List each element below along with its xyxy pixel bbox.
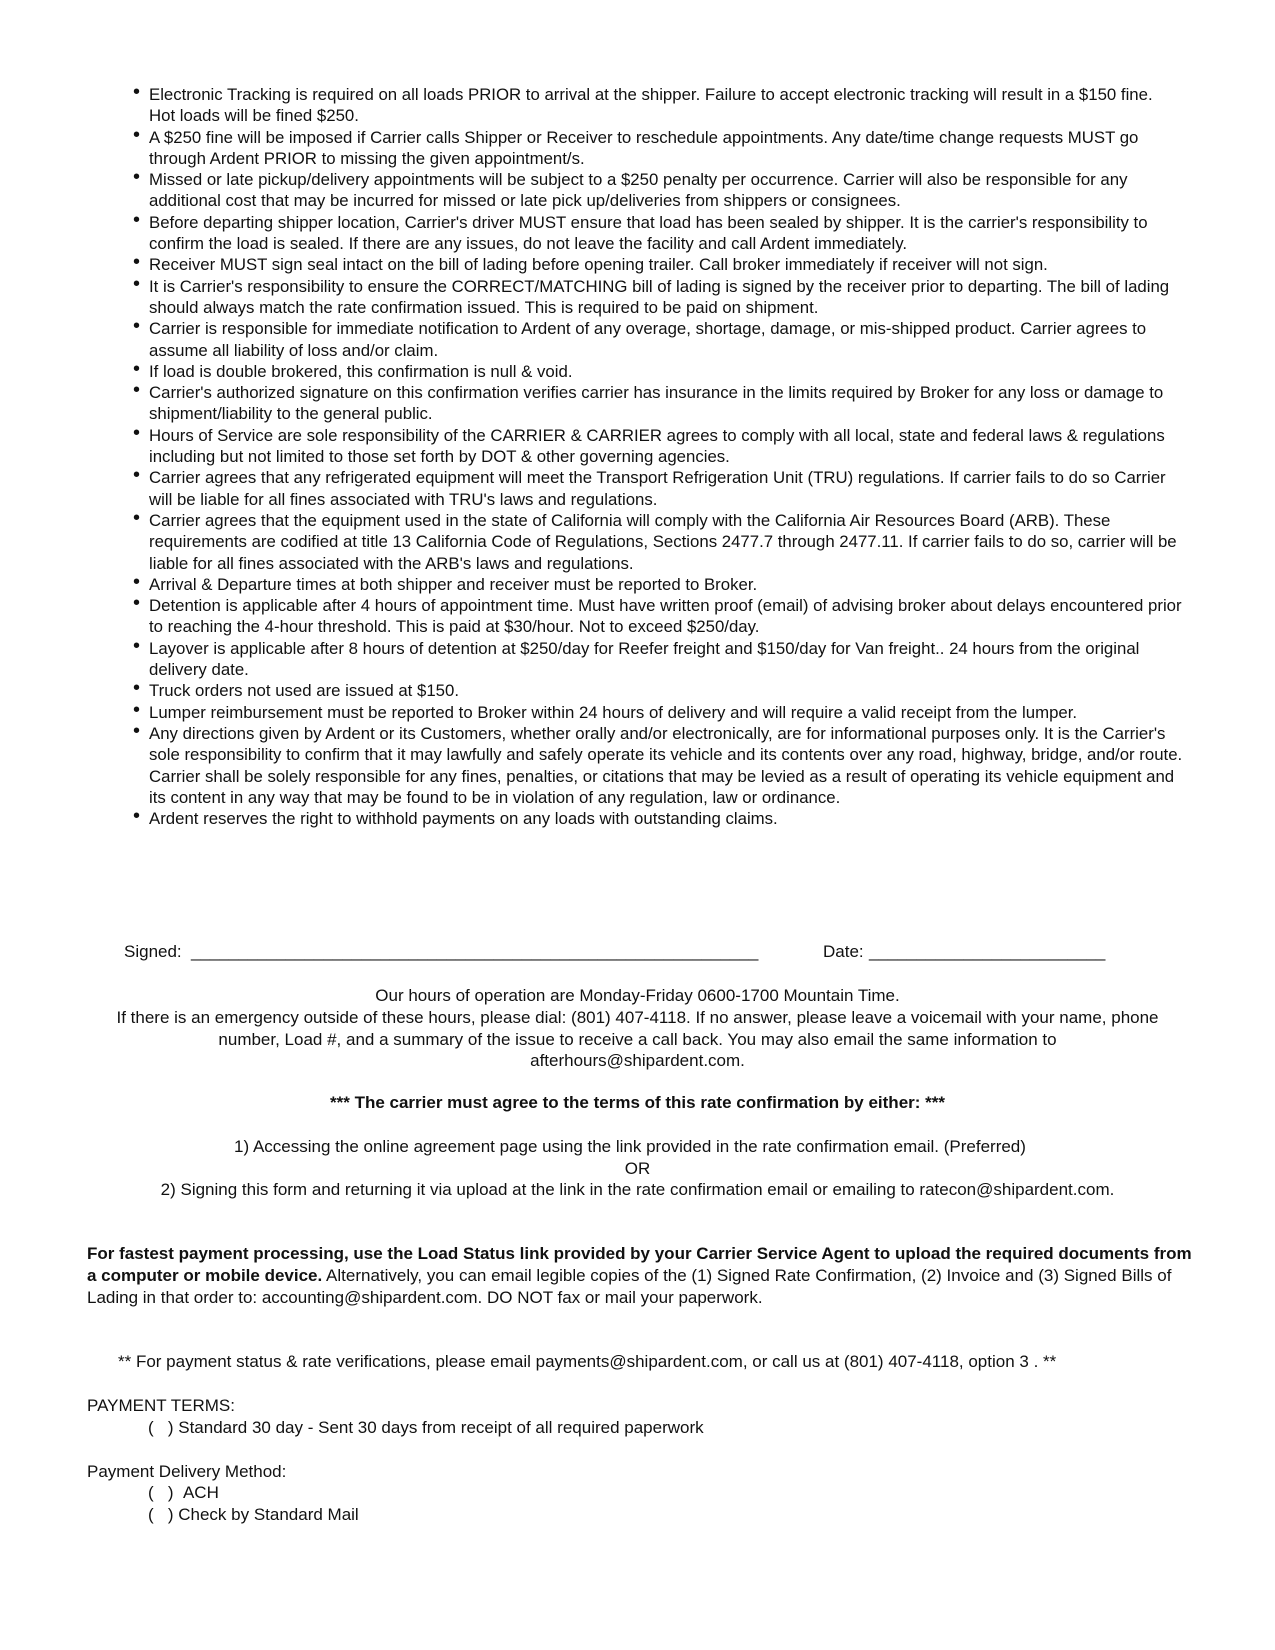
option-label: Check by Standard Mail xyxy=(178,1505,359,1524)
payment-terms-option xyxy=(148,1418,704,1438)
date-line[interactable]: _________________________ xyxy=(869,942,1106,961)
checkbox[interactable]: ( ) xyxy=(148,1505,174,1524)
agreement-or: OR xyxy=(624,1159,651,1178)
agreement-option-1: 1) Accessing the online agreement page using the link provided in the rate confirmation email. (Preferred) xyxy=(234,1137,1026,1156)
term-item: • Detention is applicable after 4 hours of appointment time. Must have written proof (email) of advising broker about delays encountered prior to reaching the 4-hour threshold. This is paid at $30/hour. Not to exceed $250/day. xyxy=(133,595,1183,638)
term-item: • Any directions given by Ardent or its Customers, whether orally and/or electronically, are for informational purposes only. It is the Carrier's sole responsibility to confirm that it may lawfully and safely operate its vehicle and its contents over any road, highway, bridge, and/or route. Carrier shall be solely responsible for any fines, penalties, or citations that may be levied as a result of operating its vehicle equipment and its content in any way that may be found to be in violation of any regulation, law or ordinance. xyxy=(133,723,1183,808)
term-item: • Carrier is responsible for immediate notification to Ardent of any overage, shortage, damage, or mis-shipped product. Carrier agrees to assume all liability of loss and/or claim. xyxy=(133,318,1183,361)
term-item: • Missed or late pickup/delivery appointments will be subject to a $250 penalty per occurrence. Carrier will also be responsible for any additional cost that may be incurred for missed or late pick up/deliveries from shippers or consignees. xyxy=(133,169,1183,212)
checkbox[interactable]: ( ) xyxy=(148,1483,174,1502)
term-item: • If load is double brokered, this confirmation is null & void. xyxy=(133,361,1183,382)
hours-of-operation xyxy=(110,985,1165,1072)
term-item: • Carrier's authorized signature on this confirmation verifies carrier has insurance in the limits required by Broker for any loss or damage to shipment/liability to the general public. xyxy=(133,382,1183,425)
term-item: • Truck orders not used are issued at $150. xyxy=(133,680,1183,701)
fastest-payment-note xyxy=(87,1243,1197,1308)
agreement-heading: *** The carrier must agree to the terms of this rate confirmation by either: *** xyxy=(330,1093,945,1112)
term-item: • Lumper reimbursement must be reported to Broker within 24 hours of delivery and will require a valid receipt from the lumper. xyxy=(133,702,1183,723)
emergency-line: If there is an emergency outside of these hours, please dial: (801) 407-4118. If no answer, please leave a voicemail with your name, phone number, Load #, and a summary of the issue to receive a call back. You may also email the same information to afterhours@shipardent.com. xyxy=(116,1007,1159,1071)
terms-list xyxy=(133,84,1183,829)
signed-line[interactable]: ____________________________________________________________ xyxy=(191,942,759,961)
term-item: • Electronic Tracking is required on all loads PRIOR to arrival at the shipper. Failure to accept electronic tracking will result in a $150 fine. Hot loads will be fined $250. xyxy=(133,84,1183,127)
term-item: • Before departing shipper location, Carrier's driver MUST ensure that load has been sealed by shipper. It is the carrier's responsibility to confirm the load is sealed. If there are any issues, do not leave the facility and call Ardent immediately. xyxy=(133,212,1183,255)
term-item: • Carrier agrees that the equipment used in the state of California will comply with the California Air Resources Board (ARB). These requirements are codified at title 13 California Code of Regulations, Sections 2477.7 through 2477.11. If carrier fails to do so, carrier will be liable for all fines associated with the ARB's laws and regulations. xyxy=(133,510,1183,574)
term-item: • It is Carrier's responsibility to ensure the CORRECT/MATCHING bill of lading is signed by the receiver prior to departing. The bill of lading should always match the rate confirmation issued. This is required to be paid on shipment. xyxy=(133,276,1183,319)
term-item: • A $250 fine will be imposed if Carrier calls Shipper or Receiver to reschedule appointments. Any date/time change requests MUST go through Ardent PRIOR to missing the given appointment/s. xyxy=(133,127,1183,170)
agreement-option-2: 2) Signing this form and returning it via upload at the link in the rate confirmation email or emailing to ratecon@shipardent.com. xyxy=(160,1180,1115,1199)
option-label: Standard 30 day - Sent 30 days from receipt of all required paperwork xyxy=(178,1418,704,1437)
payment-delivery-check xyxy=(148,1505,359,1525)
date-label: Date: xyxy=(823,942,864,961)
term-item: • Hours of Service are sole responsibility of the CARRIER & CARRIER agrees to comply with all local, state and federal laws & regulations including but not limited to those set forth by DOT & other governing agencies. xyxy=(133,425,1183,468)
term-item: • Ardent reserves the right to withhold payments on any loads with outstanding claims. xyxy=(133,808,1183,829)
checkbox[interactable]: ( ) xyxy=(148,1418,174,1437)
term-item: • Arrival & Departure times at both shipper and receiver must be reported to Broker. xyxy=(133,574,1183,595)
payment-delivery-ach xyxy=(148,1483,219,1503)
payment-status-note: ** For payment status & rate verifications, please email payments@shipardent.com, or call us at (801) 407-4118, option 3 . ** xyxy=(118,1352,1057,1371)
option-label: ACH xyxy=(182,1483,219,1502)
signed-label: Signed: xyxy=(124,942,182,961)
payment-terms-label: PAYMENT TERMS: xyxy=(87,1396,235,1415)
term-item: • Carrier agrees that any refrigerated equipment will meet the Transport Refrigeration Unit (TRU) regulations. If carrier fails to do so Carrier will be liable for all fines associated with TRU's laws and regulations. xyxy=(133,467,1183,510)
fastest-bold: For fastest payment processing, use the Load Status link provided by your Carrier Service Agent to upload the required documents from a computer or mobile device. xyxy=(87,1244,1192,1285)
term-item: • Receiver MUST sign seal intact on the bill of lading before opening trailer. Call broker immediately if receiver will not sign. xyxy=(133,254,1183,275)
hours-line: Our hours of operation are Monday-Friday 0600-1700 Mountain Time. xyxy=(375,986,900,1005)
term-item: • Layover is applicable after 8 hours of detention at $250/day for Reefer freight and $150/day for Van freight.. 24 hours from the original delivery date. xyxy=(133,638,1183,681)
payment-delivery-label: Payment Delivery Method: xyxy=(87,1462,287,1481)
fastest-normal: Alternatively, you can email legible copies of the (1) Signed Rate Confirmation, (2) Invoice and (3) Signed Bills of Lading in that order to: accounting@shipardent.com. DO NOT fax or mail your paperwork. xyxy=(87,1265,1172,1307)
